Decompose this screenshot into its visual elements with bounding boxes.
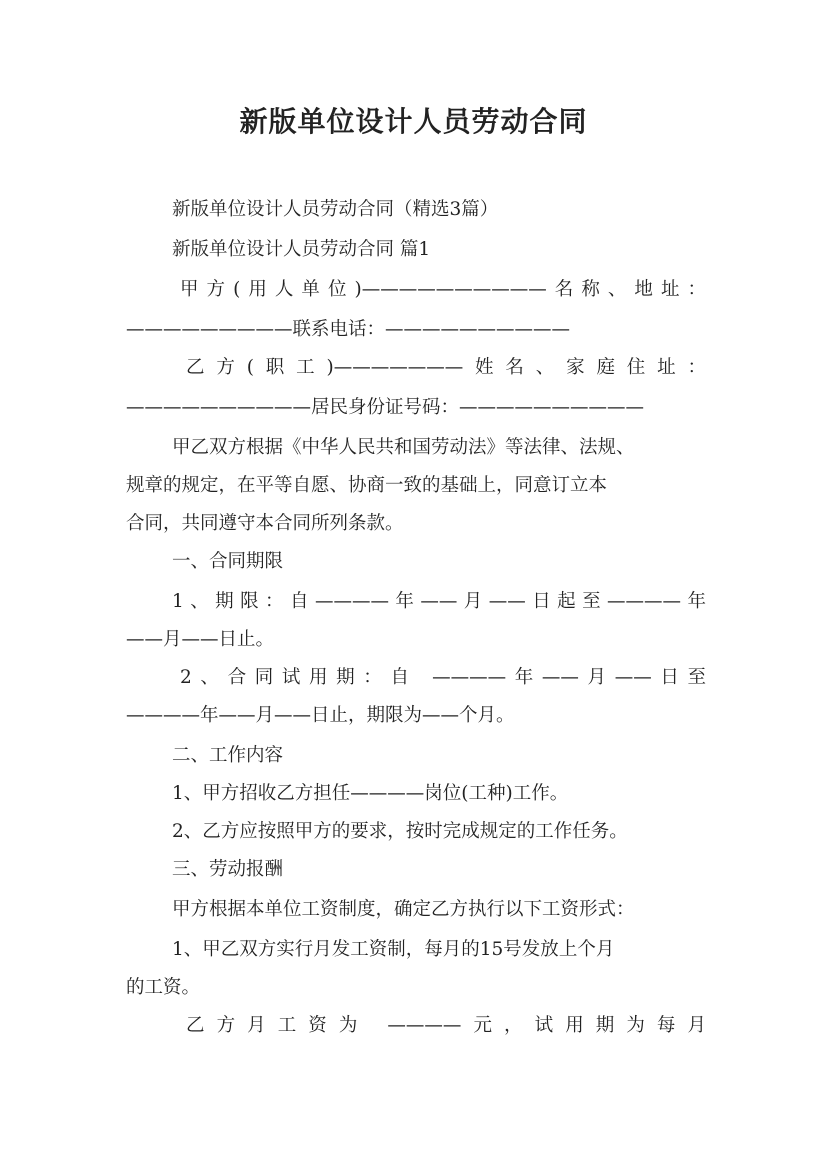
clause-line: 的工资。 xyxy=(126,977,201,998)
subtitle-line: 新版单位设计人员劳动合同（精选3篇） xyxy=(172,199,499,220)
clause-line: 1、甲乙双方实行月发工资制，每月的15号发放上个月 xyxy=(172,939,615,960)
paragraph-line: 规章的规定，在平等自愿、协商一致的基础上，同意订立本 xyxy=(126,475,608,496)
party-a-line: 甲方(用人单位)——————————名称、地址： xyxy=(180,279,706,300)
clause-line: 1、甲方招收乙方担任————岗位(工种)工作。 xyxy=(172,783,569,804)
clause-line: 乙方月工资为 ————元，试用期为每月 xyxy=(186,1015,706,1036)
clause-line: 2、合同试用期：自 ————年——月——日至 xyxy=(180,667,706,688)
clause-line: ——月——日止。 xyxy=(126,629,275,650)
clause-heading: 一、合同期限 xyxy=(172,551,284,572)
paragraph-line: 合同，共同遵守本合同所列条款。 xyxy=(126,513,404,534)
clause-line: 2、乙方应按照甲方的要求，按时完成规定的工作任务。 xyxy=(172,821,628,842)
party-b-id-line: ——————————居民身份证号码：—————————— xyxy=(126,397,645,418)
clause-line: ————年——月——日止，期限为——个月。 xyxy=(126,705,515,726)
clause-line: 1、期限：自————年——月——日起至————年 xyxy=(172,591,706,612)
clause-heading: 三、劳动报酬 xyxy=(172,859,284,880)
clause-heading: 二、工作内容 xyxy=(172,745,284,766)
party-b-line: 乙方(职工)———————姓名、家庭住址： xyxy=(186,357,706,378)
document-title: 新版单位设计人员劳动合同 xyxy=(239,105,588,138)
paragraph-line: 甲乙双方根据《中华人民共和国劳动法》等法律、法规、 xyxy=(172,437,635,458)
section-heading-line: 新版单位设计人员劳动合同 篇1 xyxy=(172,239,431,260)
clause-line: 甲方根据本单位工资制度，确定乙方执行以下工资形式： xyxy=(172,899,635,920)
party-a-contact-line: —————————联系电话：—————————— xyxy=(126,319,571,340)
